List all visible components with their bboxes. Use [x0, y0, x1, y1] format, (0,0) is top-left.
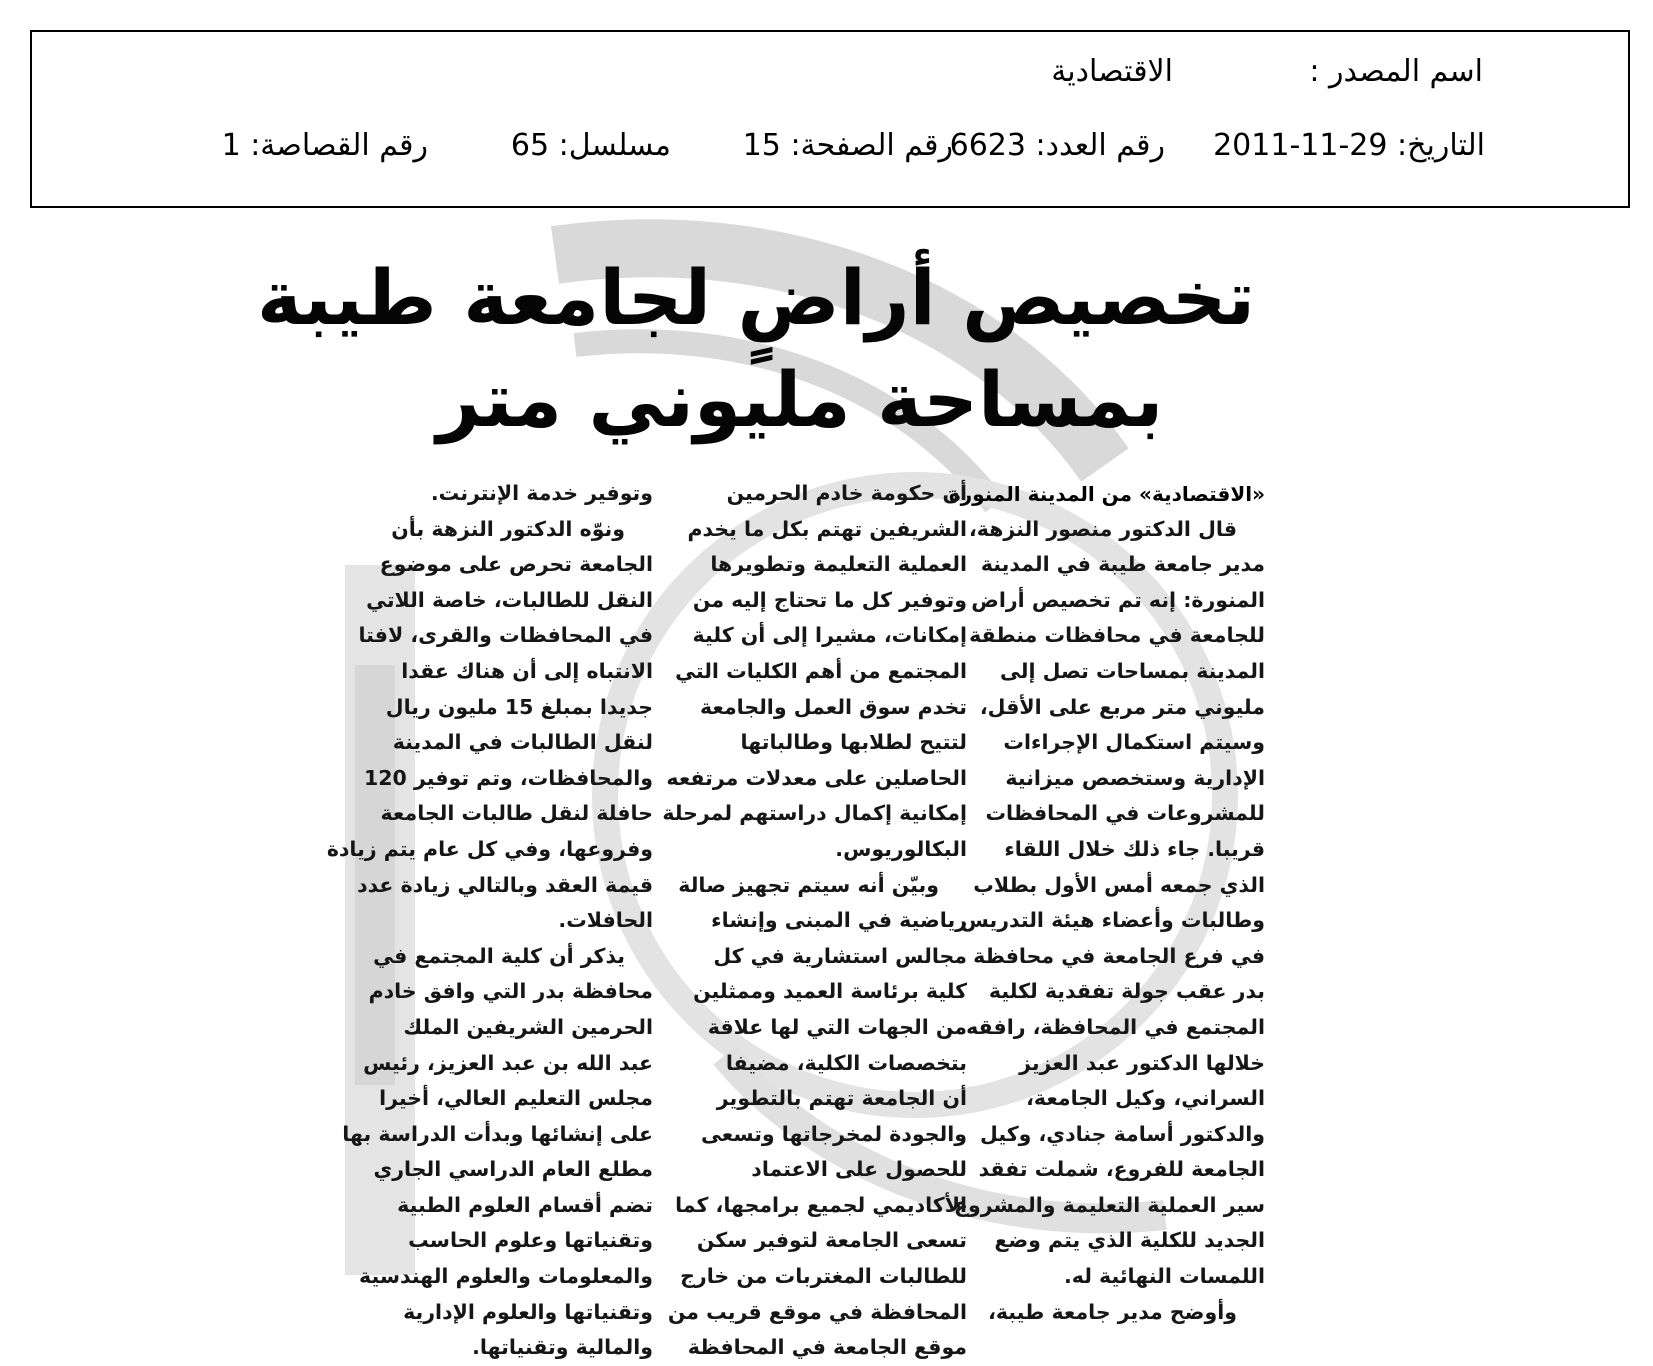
column-line: وتوفير كل ما تحتاج إليه من — [692, 587, 967, 612]
article-byline: «الاقتصادية» من المدينة المنورة — [948, 482, 1265, 506]
column-line: الحرمين الشريفين الملك — [403, 1014, 653, 1039]
column-line: وأوضح مدير جامعة طيبة، — [988, 1299, 1237, 1324]
serial-number-field: مسلسل: 65 — [510, 128, 671, 163]
column-line: الذي جمعه أمس الأول بطلاب — [973, 872, 1265, 897]
column-line: للجامعة في محافظات منطقة — [969, 623, 1265, 648]
column-line: المنورة: إنه تم تخصيص أراض — [971, 587, 1265, 612]
column-line: للحصول على الاعتماد — [751, 1157, 967, 1182]
column-line: اللمسات النهائية له. — [1063, 1264, 1265, 1289]
column-line: وفروعها، وفي كل عام يتم زيادة — [326, 836, 653, 861]
column-line: في المحافظات والقرى، لافتا — [358, 623, 653, 648]
column-line: المدينة بمساحات تصل إلى — [1000, 658, 1265, 683]
column-line: المجتمع في المحافظة، رافقه — [966, 1014, 1265, 1039]
column-line: جديدا بمبلغ 15 مليون ريال — [385, 694, 653, 719]
column-line: الجامعة للفروع، شملت تفقد — [978, 1157, 1265, 1182]
column-line: النقل للطالبات، خاصة اللاتي — [366, 587, 653, 612]
column-line: تسعى الجامعة لتوفير سكن — [696, 1228, 967, 1253]
column-line: قريبا. جاء ذلك خلال اللقاء — [1004, 836, 1265, 861]
source-value: الاقتصادية — [1051, 54, 1173, 89]
column-line: مطلع العام الدراسي الجاري — [373, 1157, 653, 1182]
column-line: مجالس استشارية في كل — [713, 943, 967, 968]
column-line: موقع الجامعة في المحافظة — [687, 1335, 967, 1360]
column-line: الأكاديمي لجميع برامجها، كما — [675, 1192, 967, 1217]
column-line: لتتيح لطلابها وطالباتها — [740, 730, 967, 755]
issue-number-field: رقم العدد: 6623 — [949, 128, 1165, 163]
column-line: وطالبات وأعضاء هيئة التدريس — [960, 908, 1265, 933]
column-line: الحافلات. — [558, 908, 653, 933]
article-column-1 — [948, 476, 1265, 1330]
article-column-3 — [326, 476, 653, 1366]
column-line: ونوّه الدكتور النزهة بأن — [391, 516, 625, 541]
column-line: وتقنياتها وعلوم الحاسب — [408, 1228, 653, 1253]
column-line: الشريفين تهتم بكل ما يخدم — [687, 516, 967, 541]
article-headline-line-2: بمساحة مليوني متر — [436, 355, 1164, 444]
column-line: البكالوريوس. — [835, 836, 967, 861]
page-number-field: رقم الصفحة: 15 — [742, 128, 953, 163]
column-line: بدر عقب جولة تفقدية لكلية — [988, 979, 1265, 1004]
column-line: العملية التعليمة وتطويرها — [710, 552, 967, 577]
column-line: للطالبات المغتربات من خارج — [680, 1264, 967, 1289]
column-line: على إنشائها وبدأت الدراسة بها — [342, 1121, 653, 1146]
column-line: قيمة العقد وبالتالي زيادة عدد — [357, 872, 653, 897]
column-line: لنقل الطالبات في المدينة — [392, 730, 653, 755]
column-line: كلية برئاسة العميد وممثلين — [693, 979, 967, 1004]
column-line: قال الدكتور منصور النزهة، — [968, 516, 1237, 541]
column-line: تضم أقسام العلوم الطبية — [397, 1192, 653, 1217]
column-line: وبيّن أنه سيتم تجهيز صالة — [678, 872, 939, 897]
column-line: مجلس التعليم العالي، أخيرا — [379, 1086, 653, 1111]
column-line: الجامعة تحرص على موضوع — [379, 552, 653, 577]
column-line: مليوني متر مربع على الأقل، — [979, 694, 1265, 719]
column-line: تخدم سوق العمل والجامعة — [699, 694, 967, 719]
column-line: أن حكومة خادم الحرمين — [726, 481, 967, 505]
column-line: المحافظة في موقع قريب من — [667, 1299, 967, 1324]
clip-number-field: رقم القصاصة: 1 — [221, 128, 428, 163]
column-line: من الجهات التي لها علاقة — [707, 1014, 967, 1039]
column-line: والمعلومات والعلوم الهندسية — [359, 1264, 653, 1289]
column-line: وتقنياتها والعلوم الإدارية — [403, 1299, 653, 1324]
article-headline-line-1: تخصيص أراضٍ لجامعة طيبة — [257, 253, 1255, 342]
column-line: الإدارية وستخصص ميزانية — [1005, 765, 1265, 790]
column-line: سير العملية التعليمة والمشروع — [953, 1192, 1265, 1217]
column-line: للمشروعات في المحافظات — [985, 801, 1265, 826]
column-line: في فرع الجامعة في محافظة — [973, 943, 1265, 968]
date-field: التاريخ: 29-11-2011 — [1213, 128, 1485, 163]
article-column-2 — [662, 476, 967, 1366]
column-line: وتوفير خدمة الإنترنت. — [430, 481, 653, 505]
source-label: اسم المصدر : — [1309, 54, 1483, 89]
column-line: الانتباه إلى أن هناك عقدا — [401, 658, 653, 683]
column-line: والدكتور أسامة جنادي، وكيل — [980, 1121, 1265, 1146]
column-line: عبد الله بن عبد العزيز، رئيس — [363, 1050, 653, 1075]
column-line — [948, 476, 1265, 512]
column-line: بتخصصات الكلية، مضيفا — [725, 1050, 967, 1075]
column-line: إمكانات، مشيرا إلى أن كلية — [692, 623, 967, 648]
column-line: رياضية في المبنى وإنشاء — [711, 908, 967, 933]
column-line: إمكانية إكمال دراستهم لمرحلة — [662, 801, 967, 826]
column-line: والمحافظات، وتم توفير 120 — [364, 765, 653, 790]
column-line: أن الجامعة تهتم بالتطوير — [716, 1086, 967, 1111]
column-line: خلالها الدكتور عبد العزيز — [1019, 1050, 1265, 1075]
column-line: الجديد للكلية الذي يتم وضع — [994, 1228, 1265, 1253]
column-line: والجودة لمخرجاتها وتسعى — [701, 1121, 967, 1146]
column-line: الحاصلين على معدلات مرتفعه — [666, 765, 967, 790]
column-line: يذكر أن كلية المجتمع في — [373, 943, 625, 968]
column-line: وسيتم استكمال الإجراءات — [1003, 730, 1265, 755]
column-line: مدير جامعة طيبة في المدينة — [980, 552, 1265, 577]
column-line: والمالية وتقنياتها. — [472, 1335, 653, 1360]
column-line: محافظة بدر التي وافق خادم — [368, 979, 653, 1004]
column-line: السراني، وكيل الجامعة، — [1026, 1086, 1265, 1111]
column-line: المجتمع من أهم الكليات التي — [675, 658, 967, 683]
column-line: حافلة لنقل طالبات الجامعة — [380, 801, 653, 826]
